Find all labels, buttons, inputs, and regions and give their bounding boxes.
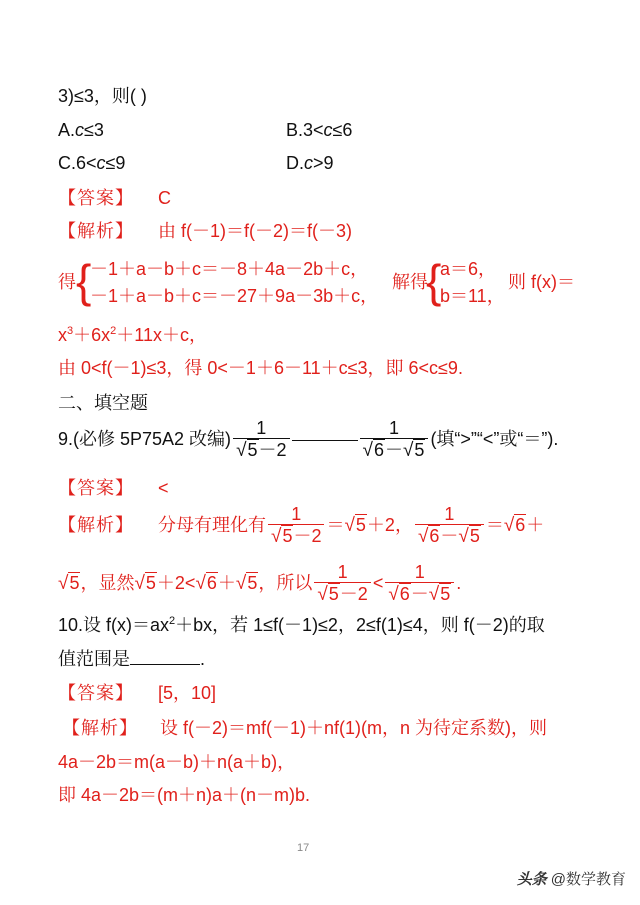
period: . (456, 572, 462, 593)
radicand: 6 (373, 440, 384, 460)
frac-den: √5－2 (233, 438, 289, 462)
q8-option-c (58, 151, 125, 175)
sys2-row1: a＝6， (440, 259, 497, 279)
plus: ＋ (526, 514, 545, 535)
comma: ， (394, 514, 413, 535)
poly-mid: ＋6x (73, 325, 111, 345)
obviously: ，显然 (80, 572, 135, 593)
radicand: 5 (328, 584, 339, 604)
frac-1-over-sqrt6-minus-sqrt5 (360, 418, 429, 462)
q10-answer-line (58, 681, 216, 705)
radicand: 5 (247, 572, 258, 593)
answer-tag: 【答案】 (58, 478, 134, 498)
frac-den: √6－√5 (360, 438, 429, 462)
lt: < (184, 572, 196, 593)
q8-stem-tail: 3)≤3，则( ) (58, 86, 147, 106)
opt-c-prefix: C.6< (58, 153, 97, 173)
den-rest: －2 (339, 584, 368, 604)
frac-num: 1 (256, 418, 267, 438)
q8-conclusion: 由 0<f(－1)≤3，得 0<－1＋6－11＋c≤3，即 6<c≤9. (58, 358, 463, 378)
q10-analysis-line2: 4a－2b＝m(a－b)＋n(a＋b)， (58, 752, 296, 772)
frac-b (415, 504, 484, 548)
den-minus: － (384, 440, 403, 460)
watermark (517, 868, 626, 889)
q10-exp2: 2 (169, 615, 176, 627)
q10-stem-line1 (58, 613, 545, 637)
frac-a (268, 504, 324, 548)
poly-exp3: 3 (67, 325, 74, 337)
fill-blank[interactable] (292, 440, 358, 441)
answer-tag: 【答案】 (58, 683, 134, 703)
jiede-label: 解得 (392, 272, 428, 292)
left-brace-1: { (76, 255, 92, 307)
radicand: 5 (355, 514, 366, 535)
q9-analysis-line2: √5，显然√5＋2<√6＋√5，所以 $\frac{1}{√5-2}$ < $\frac{1}{√6-√5}$ . (58, 562, 462, 605)
q9-analysis-line1: 【解析】 分母有理化有 $\frac{1}{√5-2}$ ＝√5＋2， $\frac{1}{√6-√5}$ ＝√6＋ (58, 504, 545, 547)
q8-answer-line (58, 186, 171, 210)
answer-value: [5，10] (158, 683, 217, 703)
frac-den: √5－2 (268, 524, 324, 548)
poly-exp2: 2 (110, 325, 117, 337)
fill-blank[interactable] (130, 664, 200, 665)
den-minus: － (410, 584, 429, 604)
q10-analysis-line1 (62, 716, 547, 740)
q9-prefix: 9.(必修 5P75A2 改编) (58, 428, 232, 449)
q8-polynomial (58, 323, 207, 347)
analysis-tag: 【解析】 (58, 514, 134, 535)
section-title: 二、填空题 (58, 393, 148, 413)
opt-d-prefix: D. (286, 153, 304, 173)
den-rest: －2 (293, 526, 322, 546)
plus2: ＋2 (156, 572, 185, 593)
radicand: 5 (469, 526, 480, 546)
opt-d-var: c (304, 153, 313, 173)
plus2: ＋2 (366, 514, 395, 535)
frac-den: √5－2 (314, 582, 370, 606)
frac-den: √6－√5 (385, 582, 454, 606)
analysis-tag: 【解析】 (58, 221, 134, 241)
sys1-row1: －1＋a－b＋c＝－8＋4a－2b＋c， (90, 259, 369, 279)
poly-tail: ＋11x＋c， (116, 325, 207, 345)
eq: ＝ (485, 514, 504, 535)
sys2-row2: b＝11， (440, 286, 505, 306)
q9-answer-line (58, 476, 169, 500)
opt-a-var: c (75, 120, 85, 140)
watermark-handle: @数学教育 (550, 871, 626, 888)
poly-x: x (58, 325, 67, 345)
q9-stem (58, 418, 558, 462)
opt-b-var: c (323, 120, 333, 140)
frac-c (314, 562, 370, 606)
answer-value: C (158, 188, 171, 208)
frac-num: 1 (388, 418, 399, 438)
opt-b-prefix: B.3< (286, 120, 324, 140)
analysis-tag: 【解析】 (62, 718, 138, 738)
frac-num: 1 (414, 562, 425, 582)
ze-fx: 则 f(x)＝ (508, 272, 575, 292)
opt-a-rest: ≤3 (84, 120, 104, 140)
frac-num: 1 (291, 504, 302, 524)
frac-num: 1 (444, 504, 455, 524)
radicand: 5 (247, 440, 258, 460)
q8-option-d (286, 151, 334, 175)
watermark-logo: 头条 (516, 871, 547, 888)
frac-1-over-sqrt5-minus-2 (233, 418, 289, 462)
radicand: 6 (429, 526, 440, 546)
de-label: 得 (58, 272, 76, 292)
q9-suffix: (填“>”“<”或“＝”). (430, 428, 559, 449)
opt-d-rest: >9 (313, 153, 334, 173)
answer-tag: 【答案】 (58, 188, 134, 208)
q8-analysis-line1 (58, 219, 352, 243)
so: ，所以 (258, 572, 313, 593)
q10-analysis-line3: 即 4a－2b＝(m＋n)a＋(n－m)b. (58, 785, 311, 805)
q10-text-b: ＋bx，若 1≤f(－1)≤2，2≤f(1)≤4，则 f(－2)的取 (175, 615, 545, 635)
radicand: 5 (69, 572, 80, 593)
eq: ＝ (326, 514, 345, 535)
radicand: 6 (515, 514, 526, 535)
radicand: 5 (145, 572, 156, 593)
page-number: 17 (297, 842, 310, 854)
q10-stem-line2 (58, 647, 205, 671)
frac-num: 1 (337, 562, 348, 582)
radicand: 5 (282, 526, 293, 546)
opt-a-prefix: A. (58, 120, 76, 140)
radicand: 6 (399, 584, 410, 604)
q10-period: . (200, 649, 206, 669)
left-brace-2: { (426, 255, 442, 307)
radicand: 5 (440, 584, 451, 604)
frac-den: √6－√5 (415, 524, 484, 548)
q8-option-b (286, 118, 352, 142)
opt-b-rest: ≤6 (332, 120, 353, 140)
q10-text-c: 值范围是 (58, 649, 130, 669)
q8-option-a (58, 118, 104, 142)
analysis-intro: 分母有理化有 (158, 514, 266, 535)
den-rest: －2 (258, 440, 287, 460)
plus: ＋ (217, 572, 236, 593)
lt: < (372, 572, 384, 593)
radicand: 6 (206, 572, 217, 593)
den-minus: － (440, 526, 459, 546)
frac-d (385, 562, 454, 606)
opt-c-rest: ≤9 (105, 153, 126, 173)
analysis-text: 设 f(－2)＝mf(－1)＋nf(1)(m，n 为待定系数)，则 (160, 718, 547, 738)
q10-text-a: 10.设 f(x)＝ax (58, 615, 170, 635)
answer-value: < (158, 478, 169, 498)
sys1-row2: －1＋a－b＋c＝－27＋9a－3b＋c， (90, 286, 379, 306)
opt-c-var: c (96, 153, 106, 173)
radicand: 5 (414, 440, 425, 460)
analysis-text: 由 f(－1)＝f(－2)＝f(－3) (158, 221, 353, 241)
